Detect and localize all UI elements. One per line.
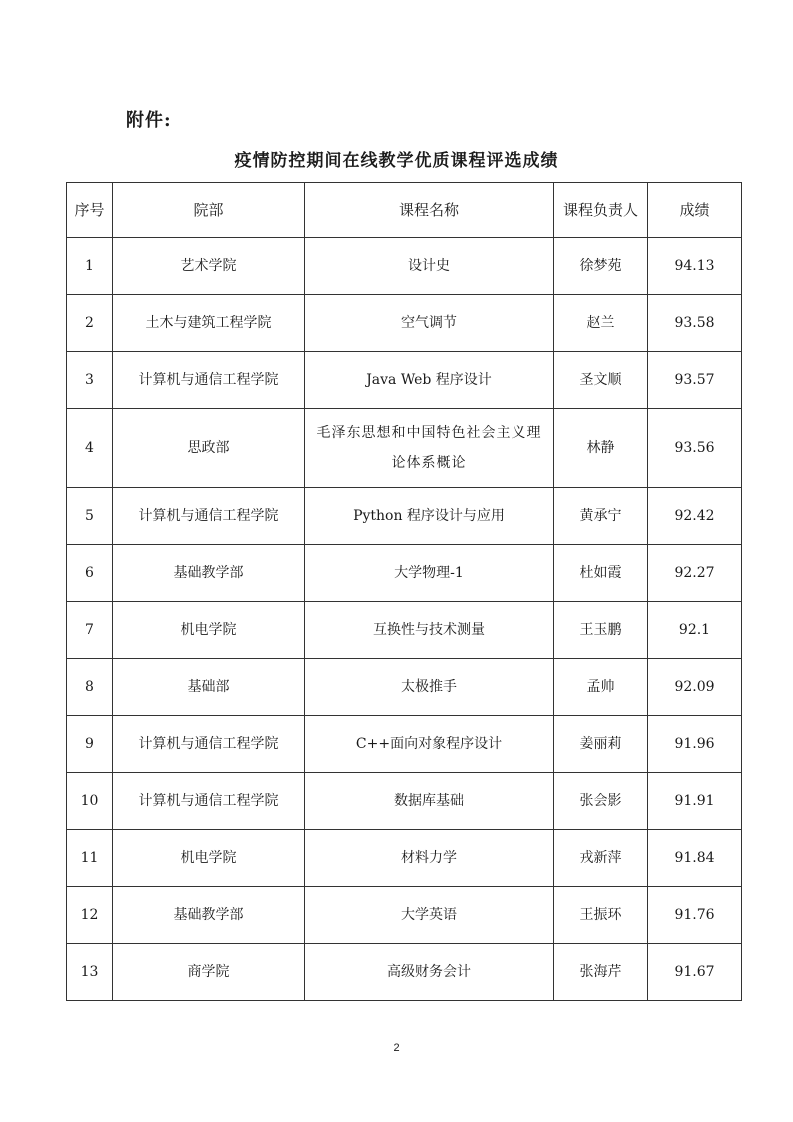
cell-course-name: 大学物理-1 — [305, 545, 554, 602]
table-row — [67, 830, 742, 887]
cell-index: 2 — [67, 295, 113, 352]
header-index: 序号 — [67, 183, 113, 238]
cell-department: 计算机与通信工程学院 — [113, 488, 305, 545]
cell-index: 8 — [67, 659, 113, 716]
cell-index: 9 — [67, 716, 113, 773]
cell-course-name: 设计史 — [305, 238, 554, 295]
cell-score: 92.09 — [648, 659, 742, 716]
cell-course-name: 数据库基础 — [305, 773, 554, 830]
cell-instructor: 杜如霞 — [554, 545, 648, 602]
table-row — [67, 488, 742, 545]
cell-department: 基础教学部 — [113, 887, 305, 944]
cell-index: 3 — [67, 352, 113, 409]
cell-department: 计算机与通信工程学院 — [113, 773, 305, 830]
cell-course-name: 空气调节 — [305, 295, 554, 352]
cell-course-name: 毛泽东思想和中国特色社会主义理论体系概论 — [305, 409, 554, 488]
cell-score: 91.84 — [648, 830, 742, 887]
cell-course-name: C++面向对象程序设计 — [305, 716, 554, 773]
cell-score: 93.57 — [648, 352, 742, 409]
cell-index: 11 — [67, 830, 113, 887]
cell-instructor: 张海芹 — [554, 944, 648, 1001]
cell-course-name: Java Web 程序设计 — [305, 352, 554, 409]
header-course-name: 课程名称 — [305, 183, 554, 238]
table-row — [67, 352, 742, 409]
cell-score: 91.67 — [648, 944, 742, 1001]
cell-instructor: 赵兰 — [554, 295, 648, 352]
table-row — [67, 409, 742, 488]
cell-department: 艺术学院 — [113, 238, 305, 295]
table-row — [67, 545, 742, 602]
cell-score: 92.1 — [648, 602, 742, 659]
cell-index: 10 — [67, 773, 113, 830]
table-row — [67, 295, 742, 352]
page-number: 2 — [393, 1042, 400, 1054]
cell-score: 91.96 — [648, 716, 742, 773]
cell-index: 1 — [67, 238, 113, 295]
cell-score: 92.27 — [648, 545, 742, 602]
cell-index: 6 — [67, 545, 113, 602]
cell-department: 机电学院 — [113, 602, 305, 659]
cell-index: 4 — [67, 409, 113, 488]
cell-course-name: 大学英语 — [305, 887, 554, 944]
cell-department: 计算机与通信工程学院 — [113, 352, 305, 409]
header-department: 院部 — [113, 183, 305, 238]
cell-course-name: 高级财务会计 — [305, 944, 554, 1001]
cell-index: 7 — [67, 602, 113, 659]
header-score: 成绩 — [648, 183, 742, 238]
cell-department: 基础部 — [113, 659, 305, 716]
table-row — [67, 887, 742, 944]
cell-instructor: 徐梦苑 — [554, 238, 648, 295]
cell-instructor: 张会影 — [554, 773, 648, 830]
table-row — [67, 773, 742, 830]
table-row — [67, 944, 742, 1001]
cell-department: 计算机与通信工程学院 — [113, 716, 305, 773]
cell-course-name: 太极推手 — [305, 659, 554, 716]
cell-department: 商学院 — [113, 944, 305, 1001]
table-row — [67, 659, 742, 716]
cell-score: 92.42 — [648, 488, 742, 545]
cell-index: 12 — [67, 887, 113, 944]
cell-department: 基础教学部 — [113, 545, 305, 602]
document-title: 疫情防控期间在线教学优质课程评选成绩 — [234, 151, 559, 171]
cell-instructor: 圣文顺 — [554, 352, 648, 409]
header-instructor: 课程负责人 — [554, 183, 648, 238]
cell-instructor: 黄承宁 — [554, 488, 648, 545]
table-row — [67, 238, 742, 295]
cell-score: 91.76 — [648, 887, 742, 944]
cell-score: 93.58 — [648, 295, 742, 352]
cell-score: 94.13 — [648, 238, 742, 295]
cell-instructor: 孟帅 — [554, 659, 648, 716]
cell-instructor: 戎新萍 — [554, 830, 648, 887]
cell-department: 思政部 — [113, 409, 305, 488]
table-header-row — [67, 183, 742, 238]
table-row — [67, 716, 742, 773]
cell-instructor: 林静 — [554, 409, 648, 488]
attachment-label: 附件: — [126, 110, 172, 131]
cell-instructor: 王振环 — [554, 887, 648, 944]
cell-score: 91.91 — [648, 773, 742, 830]
cell-department: 机电学院 — [113, 830, 305, 887]
cell-instructor: 王玉鹏 — [554, 602, 648, 659]
results-table — [66, 182, 742, 1001]
cell-course-name: 材料力学 — [305, 830, 554, 887]
table-row — [67, 602, 742, 659]
cell-department: 土木与建筑工程学院 — [113, 295, 305, 352]
cell-index: 13 — [67, 944, 113, 1001]
cell-course-name: Python 程序设计与应用 — [305, 488, 554, 545]
cell-score: 93.56 — [648, 409, 742, 488]
cell-index: 5 — [67, 488, 113, 545]
cell-instructor: 姜丽莉 — [554, 716, 648, 773]
cell-course-name: 互换性与技术测量 — [305, 602, 554, 659]
